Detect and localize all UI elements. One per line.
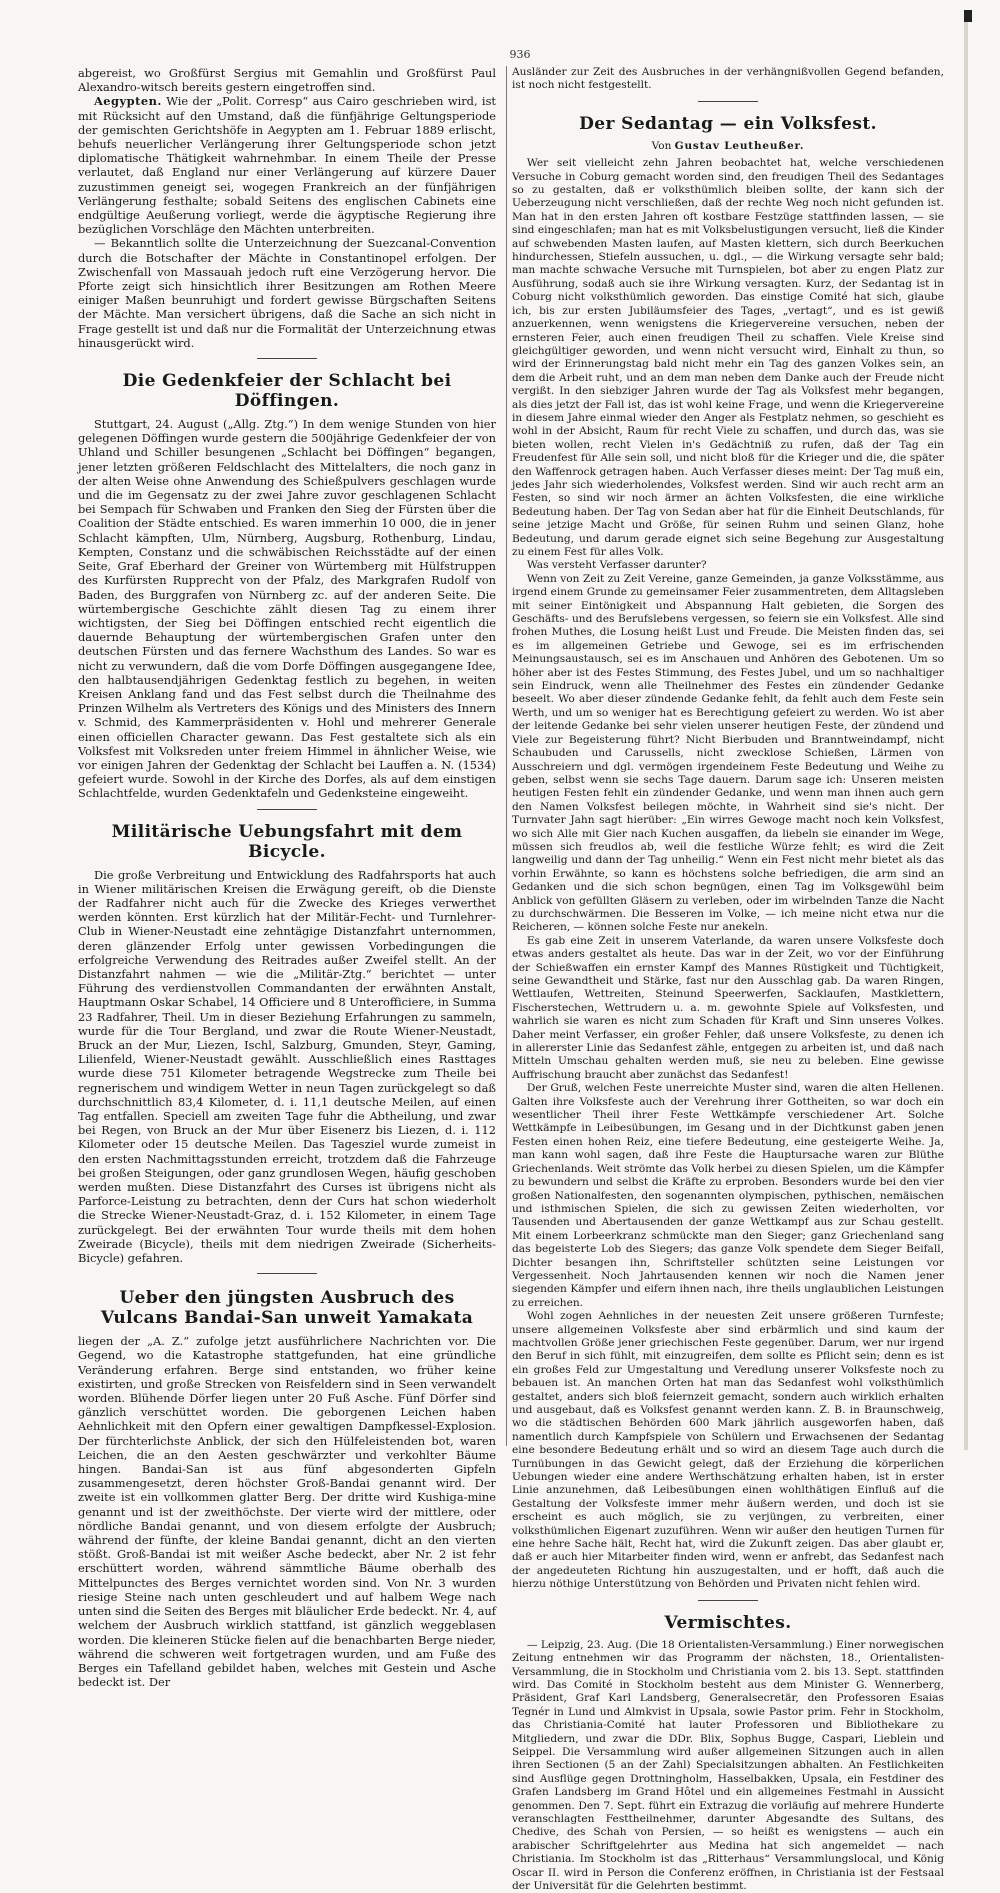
right-intro: Ausländer zur Zeit des Ausbruches in der verhängnißvollen Gegend befanden, ist noch nicht festgestellt.: [512, 66, 944, 92]
sedan-paragraph-1: Wer seit vielleicht zehn Jahren beobachtet hat, welche verschiedenen Versuche in Coburg gemacht worden sind, den freudigen Theil des Sedantages so zu gestalten, daß er volksthümlich bleiben sollte, der kann sich der Ueberzeugung nicht verschließen, daß der rechte Weg noch nicht gefunden ist. Man hat in den ersten Jahren oft kostbare Festzüge stattfinden lassen, — sie sind eingeschlafen; man hat es mit Volksbelustigungen versucht, ließ die Kinder auf schwebenden Masten laufen, auf Masten klettern, sich durch Beerkuchen hindurchessen, Stiefeln aussuchen, u. dgl., — die Wirkung versagte sehr bald; man machte schwache Versuche mit Turnspielen, bot aber zu engen Platz zur Ausführung, sodaß auch sie ihre Wirkung versagten. Kurz, der Sedantag ist in Coburg nicht volksthümlich geworden. Das einstige Comité hat sich, glaube ich, bis zur ersten Jubiläumsfeier des Tages, „vertagt“, und es ist gewiß anzuerkennen, wenn wenigstens die Kriegervereine versuchen, neben der ernsteren Feier, auch einen freudigen Theil zu schaffen. Viele Kreise sind gleichgültiger geworden, und wenn nicht versucht wird, Einhalt zu thun, so wird der Erinnerungstag bald nicht mehr ein Tag des ganzen Volkes sein, an dem die Arbeit ruht, und an dem man neben dem Danke auch der Freude nicht vergißt. In den siebziger Jahren wurde der Tag als Volksfest mehr begangen, als dies jetzt der Fall ist, das ist wohl keine Frage, und wenn die Kriegervereine in diesem Jahre einmal wieder den Anger als Festplatz nehmen, so geschieht es wohl in der Absicht, Raum für recht Viele zu schaffen, und durch das, was sie bieten wollen, recht Vielen in's Gedächtniß zu rufen, daß der Tag ein Freudenfest für Alle sein soll, und nicht bloß für die Krieger und die, die später den Waffenrock getragen haben. Auch Verfasser dieses meint: Der Tag muß ein, jedes Jahr sich wiederholendes, Volksfest werden. Sind wir auch recht arm an Festen, so sind wir noch ärmer an ächten Volksfesten, die eine wirkliche Bedeutung haben. Der Tag von Sedan aber hat für die Einheit Deutschlands, für seine jetzige Macht und Größe, für seinen Ruhm und seinen Glanz, hohe Bedeutung, und darum gerade eignet sich seine Begehung zur Ausgestaltung zu einem Fest für alles Volk.: [512, 157, 944, 558]
sedan-paragraph-4: Es gab eine Zeit in unserem Vaterlande, da waren unsere Volksfeste doch etwas anders gestaltet als heute. Das war in der Zeit, wo vor der Einführung der Schießwaffen ein ernster Kampf des Mannes Rüstigkeit und Tüchtigkeit, seine Gewandtheit und Stärke, fast nur den Ausschlag gab. Da waren Ringen, Wettlaufen, Wettreiten, Steinund Speerwerfen, Sacklaufen, Mastklettern, Fischerstechen, Wettrudern u. a. m. gewohnte Spiele auf Volksfesten, und wahrlich sie waren es nicht zum Schaden für Kraft und Sinn unseres Volkes. Daher meint Verfasser, ein großer Fehler, daß unsere Volksfeste, zu denen ich in allererster Linie das Sedanfest zähle, entgegen zu arbeiten ist, und daß nach Mitteln Umschau gehalten werden muß, sie neu zu beleben. Eine gewisse Auffrischung braucht aber zunächst das Sedanfest!: [512, 934, 944, 1081]
right-column: [512, 66, 944, 1892]
headline-bicycle: Militärische Uebungsfahrt mit dem Bicycle.: [111, 821, 463, 862]
egypt-paragraph-2: — Bekanntlich sollte die Unterzeichnung der Suezcanal-Convention durch die Botschafter der Mächte in Constantinopel erfolgen. Der Zwischenfall von Massauah jedoch ruft eine Verzögerung hervor. Die Pforte zeigt sich hinsichtlich ihrer Besitzungen am Rothen Meere einiger Maßen beunruhigt und fordert gewisse Bürgschaften Seitens der Mächte. Man versichert übrigens, daß die Sache an sich nicht in Frage gestellt ist und daß nur die Formalität der Unterzeichnung etwas hinausgerückt wird.: [78, 236, 496, 350]
article-bandai-san: liegen der „A. Z.“ zufolge jetzt ausführlichere Nachrichten vor. Die Gegend, wo die Katastrophe stattgefunden, hat eine gründliche Veränderung erfahren. Berge sind entstanden, wo früher keine existirten, und große Strecken von Reisfeldern sind in Seen verwandelt worden. Blühende Dörfer liegen unter 20 Fuß Asche. Fünf Dörfer sind gänzlich verschüttet worden. Die geborgenen Leichen haben Aehnlichkeit mit den Opfern einer gewaltigen Dampfkessel-Explosion. Der fürchterlichste Anblick, der sich den Hülfeleistenden bot, waren Leichen, die an den Aesten geschwärzter und verkohlter Bäume hingen. Bandai-San ist aus fünf abgesonderten Gipfeln zusammengesetzt, deren höchster Groß-Bandai genannt wird. Der zweite ist ein vollkommen glatter Berg. Der dritte wird Kushiga-mine genannt und ist der zweithöchste. Der vierte wird der mittlere, oder nördliche Bandai genannt, und von diesem erfolgte der Ausbruch; während der fünfte, der kleine Bandai genannt, dicht an den vierten stößt. Groß-Bandai ist mit weißer Asche bedeckt, aber Nr. 2 ist fehr erschüttert worden, während sämmtliche Bäume oberhalb des Mittelpunctes des Berges vernichtet worden sind. Von Nr. 3 wurden riesige Steine nach unten geschleudert und auf halbem Wege nach unten sind die Seiten des Berges mit bläulicher Erde bedeckt. Nr. 4, auf welchem der Ausbruch wirklich stattfand, ist gänzlich weggeblasen worden. Die kleineren Stücke fielen auf die benachbarten Berge nieder, während die schweren weit fortgetragen wurden, und am Fuße des Berges ein Tafelland gebildet haben, welches mit Gestein und Asche bedeckt ist. Der: [78, 1334, 496, 1690]
sedan-paragraph-6: Wohl zogen Aehnliches in der neuesten Zeit unsere größeren Turnfeste; unsere allgemeinen Volksfeste aber sind erbärmlich und sind kaum der machtvollen Größe jener griechischen Feste gegenüber. Darum, wer nur irgend den Beruf in sich fühlt, mit einzugreifen, dem sollte es Pflicht sein; denn es ist ein großes Feld zur Umgestaltung und Veredlung unserer Volksfeste noch zu bebauen ist. An manchen Orten hat man das Sedanfest wohl volksthümlich gestaltet, anders sich bloß feiernzeit gemacht, sondern auch wirklich erhalten und ausgebaut, daß es Volksfest genannt werden kann. Z. B. in Braunschweig, wo die städtischen Behörden 600 Mark jährlich ausgeworfen haben, daß namentlich durch Kampfspiele von Schülern und Erwachsenen der Sedantag eine besondere Bedeutung erhält und so wird an diesem Tage auch durch die Turnübungen in das Gewicht gelegt, daß der Erziehung die körperlichen Uebungen wieder eine andere Werthschätzung erhalten haben, ist in erster Linie anzunehmen, daß Leibesübungen einen wohlthätigen Einfluß auf die Gestaltung der Volksfeste immer mehr äußern werden, und doch ist sie erscheint es auch möglich, sie zu verjüngen, zu verbreiten, einer volksthümlichen Eigenart zuzuführen. Wenn wir außer den heutigen Turnen für eine hehre Sache hält, Recht hat, wird die Zukunft zeigen. Das aber glaubt er, daß er auch hier Mitarbeiter finden wird, wenn er anfrebt, das Sedanfest nach der angedeuteten Richtung hin auszugestalten, und er hofft, daß auch die hierzu nöthige Unterstützung von Behörden und Privaten nicht fehlen wird.: [512, 1310, 944, 1591]
section-rule: [698, 1600, 758, 1601]
left-intro: abgereist, wo Großfürst Sergius mit Gemahlin und Großfürst Paul Alexandro-witsch bereits gestern eingetroffen sind.: [78, 66, 496, 95]
egypt-lead: Aegypten.: [93, 94, 162, 109]
section-rule: [257, 1273, 317, 1274]
misc-paragraph-1: — Leipzig, 23. Aug. (Die 18 Orientalisten-Versammlung.) Einer norwegischen Zeitung entnehmen wir das Programm der nächsten, 18., Orientalisten-Versammlung, die in Stockholm und Christiania vom 2. bis 13. Sept. stattfinden wird. Das Comité in Stockholm besteht aus dem Minister G. Wennerberg, Präsident, Graf Karl Landsberg, Generalsecretär, den Professoren Esaias Tegnér in Lund und Almkvist in Upsala, sowie Pastor prim. Fehr in Stockholm, das Christiania-Comité hat lauter Professoren und Bibliothekare zu Mitgliedern, und zwar die DDr. Blix, Sophus Bugge, Caspari, Lieblein und Seippel. Die Versammlung wird außer allgemeinen Sitzungen auch in allen ihren Sectionen (5 an der Zahl) Specialsitzungen abhalten. An Festlichkeiten sind Ausflüge gegen Drottningholm, Hasselbakken, Upsala, ein Festdiner des Grafen Landsberg im Grand Hôtel und ein allgemeines Festmahl in Aussicht genommen. Den 7. Sept. führt ein Extrazug die vorläufig auf mehrere Hunderte veranschlagten Festtheilnehmer, darunter Abgesandte des Sultans, des Chedive, des Schah von Persien, — so heißt es wenigstens — auch ein arabischer Schriftgelehrter aus Medina hat sich angemeldet — nach Christiania. Im Stockholm ist das „Ritterhaus“ Versammlungslocal, und König Oscar II. wird in Person die Conferenz eröffnen, in Christiania ist der Festsaal der Universität für die Gelehrten bestimmt.: [512, 1638, 944, 1892]
page-edge: [964, 10, 968, 1450]
headline-bandai-san: Ueber den jüngsten Ausbruch des Vulcans Bandai-San unweit Yamakata: [100, 1288, 474, 1329]
byline-author: Gustav Leutheußer.: [674, 139, 805, 152]
egypt-text: Wie der „Polit. Corresp“ aus Cairo geschrieben wird, ist mit Rücksicht auf den Umstand, daß die fünfjährige Geltungsperiode der gemischten Gerichtshöfe in Aegypten am 1. Februar 1889 erlischt, behufs neuerlicher Verlängerung ihrer Geltungsperiode schon jetzt diplomatische Thätigkeit wahrnehmbar. In einem Theile der Presse verlautet, daß England nur einer Verlängerung auf kürzere Dauer zuzustimmen geneigt sei, wogegen Frankreich an der fünfjährigen Verlängerung festhalte; sobald Seitens des englischen Cabinets eine endgültige Aeußerung vorliegt, werde die ägyptische Regierung ihre bezüglichen Vorschläge den Mächten unterbreiten.: [78, 94, 496, 237]
headline-doeffingen: Die Gedenkfeier der Schlacht bei Döffingen.: [122, 371, 452, 412]
byline: [512, 140, 944, 153]
page-number: 936: [509, 48, 531, 61]
byline-prefix: Von: [651, 139, 672, 152]
sedan-paragraph-3: Wenn von Zeit zu Zeit Vereine, ganze Gemeinden, ja ganze Volksstämme, aus irgend einem Grunde zu gemeinsamer Feier zusammentreten, dem Alltagsleben mit seiner Eintönigkeit und Abspannung Halt gebieten, die Sorgen des Geschäfts- und des Berufslebens vergessen, so feiern sie ein Volksfest. Alle sind frohen Muthes, die Losung heißt Lust und Freude. Die Meisten finden das, sei es im allgemeinen Getriebe und Gewoge, sei es im erfrischenden Meinungsaustausch, sei es im Anschauen und Anhören des Gebotenen. Um so höher aber ist des Festes Stimmung, des Festes Jubel, und um so nachhaltiger sein Eindruck, wenn alle Theilnehmer des Festes ein zündender Gedanke beseelt. Wo aber dieser zündende Gedanke fehlt, da fehlt auch dem Feste sein Werth, und um so weniger hat es Berechtigung gefeiert zu werden. Wo ist aber der leitende Gedanke bei sehr vielen unserer heutigen Feste, der zündend und Viele zur Begeisterung führt? Nicht Bierbuden und Branntweindampf, nicht Schaubuden und Carussells, nicht zwecklose Schießen, Lärmen von Ausschreiern und dgl. vermögen irgendeinem Feste Bedeutung und Weihe zu geben, selbst wenn sie sechs Tage dauern. Darum sage ich: Unseren meisten heutigen Festen fehlt ein zündender Gedanke, und wenn man ihnen auch gern den Namen Volksfest beilegen möchte, in Wahrheit sind sie's nicht. Der Turnvater Jahn sagt hierüber: „Ein wirres Gewoge macht noch kein Volksfest, wo sich Alle mit Gier nach Kuchen ausgaffen, da liebeln sie einander im Wege, müssen sich freudlos ab, weil die festliche Würze fehlt; es wird die Zeit langweilig und dann der Tag unheilig.“ Wenn ein Fest nicht mehr bietet als das vorhin Erwähnte, so kann es höchstens solche befriedigen, die arm sind an Gedanken und die sich schon begnügen, einen Tag im Volksgewühl beim Anblick von gefüllten Gläsern zu verleben, oder im wirbelnden Tanze die Nacht zu durchschwärmen. Die Besseren im Volke, — ich meine nicht etwa nur die Reicheren, — können solche Feste nur anekeln.: [512, 572, 944, 934]
edge-mark: [964, 10, 972, 22]
egypt-paragraph: [78, 94, 496, 236]
article-doeffingen: Stuttgart, 24. August („Allg. Ztg.“) In dem wenige Stunden von hier gelegenen Döffingen wurde gestern die 500jährige Gedenkfeier der von Uhland und Schiller besungenen „Schlacht bei Döffingen“ begangen, jener letzten größeren Feldschlacht des Mittelalters, die noch ganz in der alten Weise ohne Anwendung des Schießpulvers geschlagen wurde und die im Gegensatz zu der zwei Jahre zuvor geschlagenen Schlacht bei Sempach für Schwaben und Franken den Sieg der Fürsten über die Coalition der Städte entschied. Es waren immerhin 10 000, die in jener Schlacht kämpften, Ulm, Nürnberg, Augsburg, Rothenburg, Lindau, Kempten, Constanz und die schwäbischen Reichsstädte auf der einen Seite, Graf Eberhard der Greiner von Würtemberg mit Hülfstruppen des Kurfürsten Rupprecht von der Pfalz, des Markgrafen Rudolf von Baden, des Burggrafen von Nürnberg zc. auf der anderen Seite. Die würtembergische Geschichte zählt diesen Tag zu einem ihrer wichtigsten, der Sieg bei Döffingen entschied recht eigentlich die dauernde Behauptung der würtembergischen Grafen unter den deutschen Fürsten und das fernere Wachsthum des Landes. So war es nicht zu verwundern, daß die vom Dorfe Döffingen ausgegangene Idee, den halbtausendjährigen Gedenktag festlich zu begehen, in weiten Kreisen Anklang fand und das Fest selbst durch die Theilnahme des Prinzen Wilhelm als Vertreters des Königs und des Ministers des Innern v. Schmid, des Kammerpräsidenten v. Hohl und mehrerer Generale einen officiellen Character gewann. Das Fest gestaltete sich als ein Volksfest mit Volksreden unter freiem Himmel in ähnlicher Weise, wie vor einigen Jahren der Gedenktag der Schlacht bei Lauffen a. N. (1534) gefeiert wurde. Sowohl in der Kirche des Dorfes, als auf dem einstigen Schlachtfelde, wurden Gedenktafeln und Gedenksteine eingeweiht.: [78, 417, 496, 801]
section-rule: [257, 809, 317, 810]
left-column: [78, 66, 496, 1690]
sedan-paragraph-5: Der Gruß, welchen Feste unerreichte Muster sind, waren die alten Hellenen. Galten ihre Volksfeste auch der Verehrung ihrer Gottheiten, so war doch ein wesentlicher Theil ihrer Feste Wettkämpfe verschiedener Art. Solche Wettkämpfe in Leibesübungen, im Gesang und in der Dichtkunst gaben jenen Festen einen hohen Reiz, eine tiefere Bedeutung, eine gesteigerte Weihe. Ja, man kann wohl sagen, daß ihre Feste die Hauptursache waren zur Blüthe Griechenlands. Weit strömte das Volk herbei zu diesen Spielen, um die Kämpfer zu bewundern und selbst die Kräfte zu erproben. Besonders wurde bei den vier großen Nationalfesten, den sogenannten olympischen, pythischen, nemäischen und isthmischen Spielen, die sich zu gewissen Zeiten wiederholten, vor Tausenden und Abertausenden der ganze Wettkampf aus zur Schau gestellt. Mit einem Lorbeerkranz schmückte man den Sieger; ganz Griechenland sang das begeisterte Lob des Siegers; das ganze Volk spendete dem Sieger Beifall, Dichter besangen ihn, Schriftsteller schützten seine Leistungen vor Vergessenheit. Noch Jahrtausenden kennen wir noch die Namen jener siegenden Kämpfer und eifern ihnen nach, ihre theils unglaublichen Leistungen zu erreichen.: [512, 1082, 944, 1309]
headline-vermischtes: Vermischtes.: [664, 1612, 792, 1633]
article-bicycle: Die große Verbreitung und Entwicklung des Radfahrsports hat auch in Wiener militärischen Kreisen die Erwägung gereift, ob die Dienste der Radfahrer nicht auch für die Zwecke des Krieges verwerthet werden könnten. Erst kürzlich hat der Militär-Fecht- und Turnlehrer-Club in Wiener-Neustadt eine zehntägige Distanzfahrt unternommen, deren glänzender Erfolg unter gewissen Vorbedingungen die erfolgreiche Verwendung des Reitrades außer Zweifel stellt. An der Distanzfahrt nahmen — wie die „Militär-Ztg.“ berichtet — unter Führung des verdienstvollen Commandanten der erwähnten Anstalt, Hauptmann Oskar Schabel, 14 Officiere und 8 Unterofficiere, in Summa 23 Radfahrer, Theil. Um in dieser Beziehung Erfahrungen zu sammeln, wurde für die Tour Bergland, und zwar die Route Wiener-Neustadt, Bruck an der Mur, Liezen, Ischl, Salzburg, Gmunden, Steyr, Gaming, Lilienfeld, Wiener-Neustadt gewählt. Ausschließlich eines Rasttages wurde diese 751 Kilometer betragende Wegstrecke zum Theile bei regnerischem und windigem Wetter in neun Tagen zurückgelegt so daß durchschnittlich 83,4 Kilometer, d. i. 11,1 deutsche Meilen, auf einen Tag entfallen. Speciell am zweiten Tage fuhr die Abtheilung, und zwar bei Regen, von Bruck an der Mur über Eisenerz bis Liezen, d. i. 112 Kilometer oder 15 deutsche Meilen. Das Tagesziel wurde zumeist in den ersten Nachmittagsstunden erreicht, trotzdem daß die Fahrzeuge bei großen Steigungen, oder ganz grundlosen Wegen, häufig geschoben werden mußten. Diese Distanzfahrt des Curses ist übrigens nicht als Parforce-Leistung zu betrachten, denn der Curs hat schon wiederholt die Strecke Wiener-Neustadt-Graz, d. i. 152 Kilometer, in einem Tage zurückgelegt. Bei der erwähnten Tour wurde theils mit dem hohen Zweirade (Bicycle), theils mit dem niedrigen Zweirade (Sicherheits-Bicycle) gefahren.: [78, 867, 496, 1266]
headline-sedantag: Der Sedantag — ein Volksfest.: [579, 113, 877, 134]
column-divider: [506, 66, 507, 1446]
section-rule: [698, 101, 758, 102]
section-rule: [257, 358, 317, 359]
sedan-paragraph-2: Was versteht Verfasser darunter?: [526, 559, 707, 572]
